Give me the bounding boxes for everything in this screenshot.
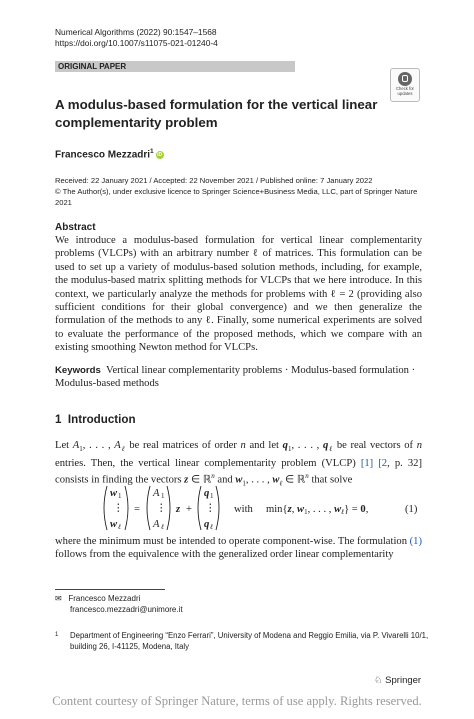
- text-span: entries. Then, the vertical linear complementarity problem (VLCP): [55, 457, 361, 469]
- doi-link[interactable]: https://doi.org/10.1007/s11075-021-01240-4: [55, 38, 218, 48]
- author-affiliation-mark: 1: [150, 148, 154, 155]
- equation-with: with: [234, 504, 253, 515]
- citation-link[interactable]: [2: [378, 457, 388, 469]
- svg-text:1: 1: [210, 492, 214, 500]
- text-span: where the minimum must be intended to operate component-wise. The formulation: [55, 536, 410, 547]
- citation-link[interactable]: [1]: [360, 457, 374, 469]
- svg-text:min{z, w1, . . . , wℓ} = 0,: min{z, w1, . . . , wℓ} = 0,: [266, 504, 369, 516]
- journal-citation: Numerical Algorithms (2022) 90:1547–1568: [55, 27, 217, 37]
- text-span: and let: [245, 440, 283, 451]
- intro-paragraph-2: [55, 535, 422, 562]
- author-name: Francesco Mezzadri: [55, 149, 151, 161]
- math: w: [235, 474, 243, 486]
- publisher-name: Springer: [385, 675, 422, 686]
- affiliation-number: 1: [55, 632, 59, 638]
- paper-title: A modulus-based formulation for the vertical linear complementarity problem: [55, 97, 378, 130]
- check-for-updates-label: Check for updates: [396, 86, 414, 96]
- received-accepted-line: Received: 22 January 2021 / Accepted: 22 November 2021 / Published online: 7 January 2022: [55, 176, 373, 185]
- abstract-text: We introduce a modulus-based formulation for vertical linear complementarity problems (VLCPs) with an arbitrary number ℓ of matrices. This formulation can be used to set up a variety of modulus-based solution methods, including, for example, the modulus-based matrix splitting methods for VLCPs that we here introduce. In this context, we particularly analyze the methods for problems with ℓ = 2 (providing also sufficient conditions for their global convergence) and we then generalize the formulation of the methods to any ℓ. Finally, some numerical experiments are solved to evaluate the performance of the proposed methods, which we compare with an existing smoothing Newton method for VLCPs.: [55, 235, 422, 354]
- envelope-icon: ✉: [55, 594, 62, 603]
- affiliation-text: Department of Engineering “Enzo Ferrari”, University of Modena and Reggio Emilia, via P. Vivarelli 10/1, building 26, I-41125, Modena, Italy: [70, 631, 429, 651]
- journal-header: [55, 27, 218, 49]
- intro-paragraph-1: Let $A_1$, . . . , $A_\ell$ be real matrices of order n and let $q_1$, . . . , $q_\ell$ be real vectors of n entries. Then, the vertical linear complementarity problem (VLCP) [1] [2, p. 32] consists in finding the vectors z ∈ ℝ$^n$ and $w_1$, . . . , $w_\ell$ ∈ ℝ$^n$ that solve: [55, 440, 423, 488]
- equation-1: [55, 483, 422, 533]
- equation-ref-link[interactable]: (1): [409, 536, 422, 547]
- footnote-author-name: Francesco Mezzadri: [68, 594, 141, 603]
- keywords-text: Vertical linear complementarity problems · Modulus-based formulation · Modulus-based methods: [55, 365, 416, 390]
- publisher-mark: [374, 675, 421, 686]
- svg-text:w: w: [110, 488, 118, 499]
- text-span: that solve: [308, 474, 353, 486]
- section-title: Introduction: [67, 413, 136, 426]
- orcid-icon[interactable]: iD: [157, 152, 163, 159]
- svg-text:A: A: [153, 488, 160, 499]
- article-type: ORIGINAL PAPER: [58, 62, 127, 71]
- text-span: consists in finding the vectors: [55, 474, 185, 486]
- text-span: follows from the equivalence with the generalized order linear complementarity: [55, 549, 394, 561]
- publication-dates: [55, 175, 435, 208]
- text-span: and: [214, 474, 236, 486]
- springer-horse-icon: ♘: [374, 675, 383, 686]
- affiliation-note: [55, 630, 435, 652]
- svg-text:⋮: ⋮: [156, 503, 167, 514]
- svg-text:ℓ: ℓ: [161, 523, 164, 531]
- section-number: 1: [55, 413, 62, 426]
- svg-text:A: A: [153, 519, 160, 530]
- svg-text:ℓ: ℓ: [118, 523, 121, 531]
- svg-text:ℓ: ℓ: [210, 523, 213, 531]
- svg-text:⋮: ⋮: [113, 503, 124, 514]
- math: A: [114, 440, 121, 451]
- section-heading: [55, 413, 136, 426]
- svg-text:+: +: [186, 504, 192, 515]
- svg-text:q: q: [204, 488, 210, 499]
- math: A: [72, 440, 80, 451]
- svg-text:1: 1: [118, 492, 122, 500]
- text-span: , p. 32]: [387, 457, 422, 469]
- svg-text:q: q: [204, 519, 210, 530]
- math: n: [416, 440, 423, 451]
- courtesy-footer: Content courtesy of Springer Nature, terms of use apply. Rights reserved.: [52, 694, 422, 708]
- svg-text:w: w: [110, 519, 118, 530]
- footnote-rule: [55, 589, 165, 590]
- equation-number: (1): [405, 504, 418, 515]
- math: q: [322, 440, 329, 451]
- author-email[interactable]: francesco.mezzadri@unimore.it: [70, 605, 183, 614]
- corresponding-author-note: [55, 593, 183, 615]
- keywords-label: Keywords: [55, 365, 101, 376]
- copyright-line: © The Author(s), under exclusive licence to Springer Science+Business Media, LLC, part of Springer Nature 2021: [55, 187, 418, 207]
- svg-text:⋮: ⋮: [205, 503, 216, 514]
- math: n: [240, 440, 246, 451]
- math: q: [282, 440, 288, 451]
- keywords-block: [55, 364, 422, 391]
- bookmark-icon: [398, 72, 412, 86]
- text-span: Let: [55, 440, 73, 451]
- svg-text:z: z: [176, 504, 181, 515]
- svg-text:=: =: [134, 504, 140, 515]
- text-span: be real matrices of order: [125, 440, 241, 451]
- math: z: [184, 474, 189, 486]
- abstract-heading: Abstract: [55, 222, 96, 233]
- text-span: be real vectors of: [333, 440, 417, 451]
- svg-text:1: 1: [161, 492, 165, 500]
- math: w: [272, 474, 280, 486]
- author-line: [55, 148, 164, 160]
